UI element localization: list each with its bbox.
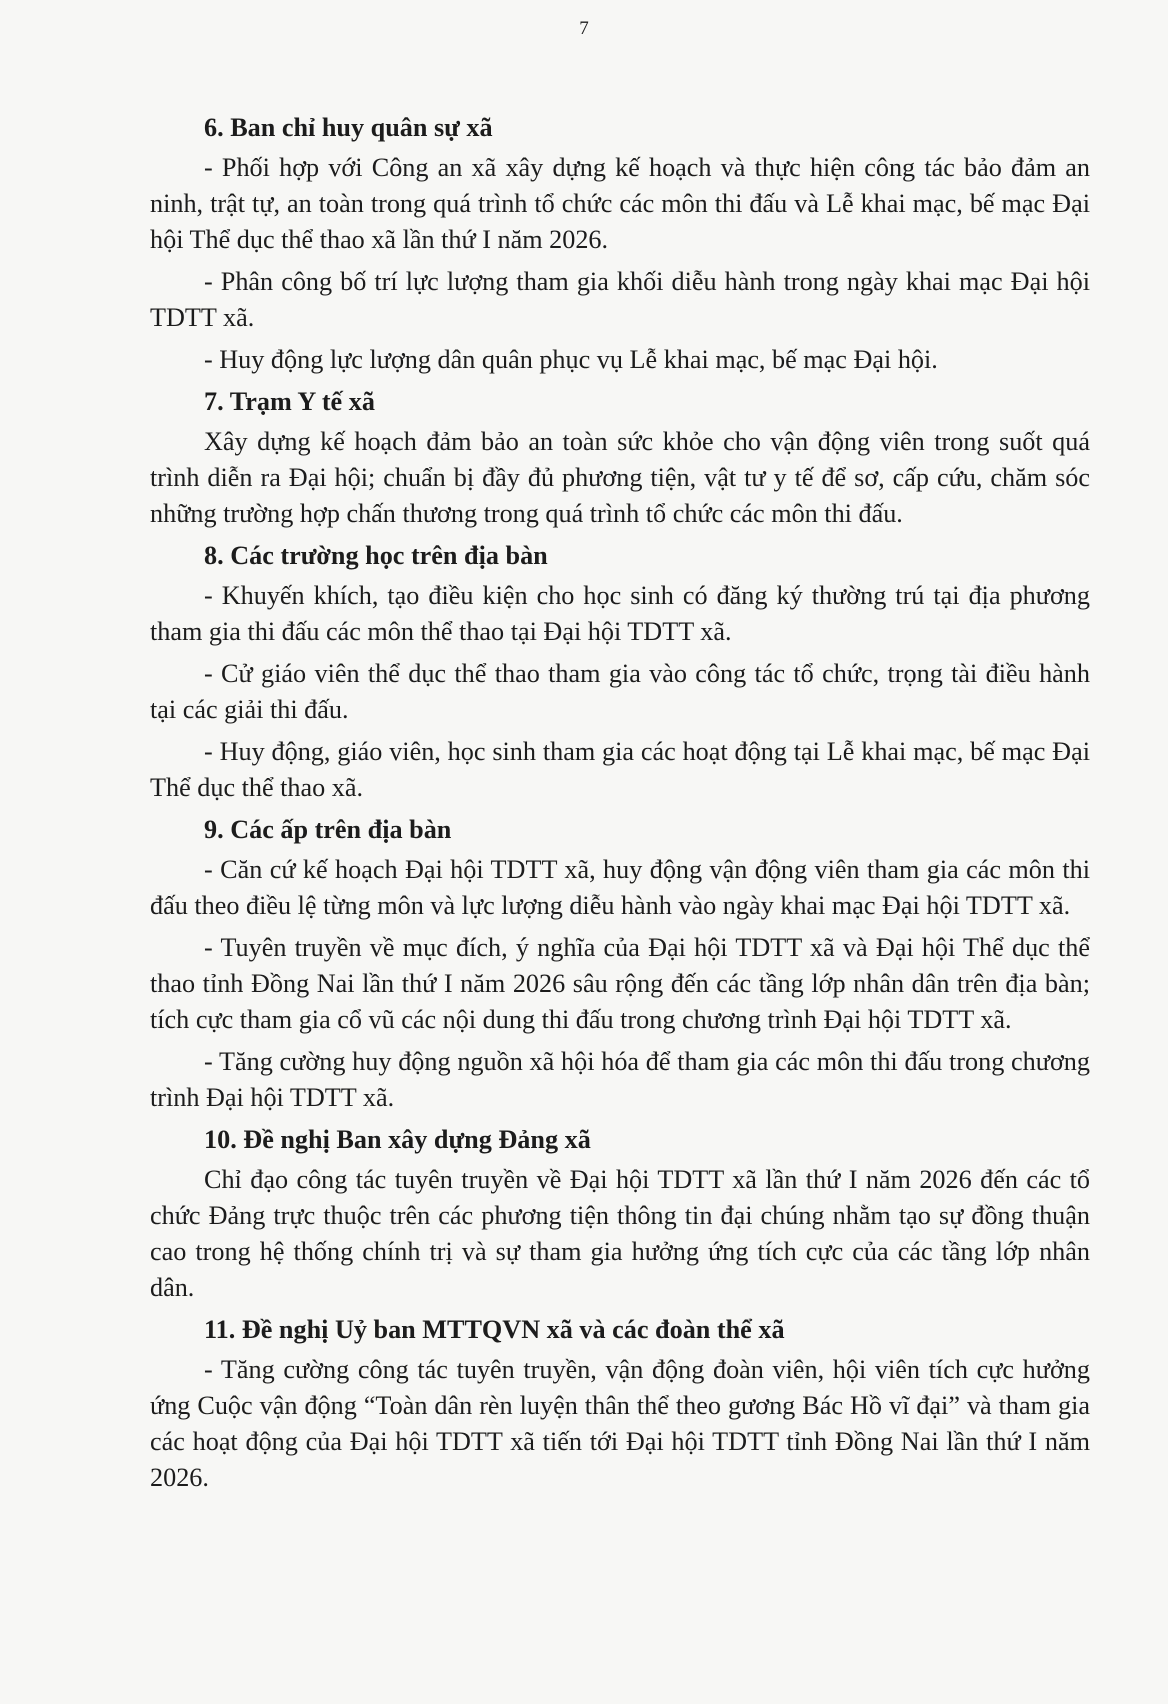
section-heading: 9. Các ấp trên địa bàn bbox=[204, 815, 452, 844]
paragraph: - Phân công bố trí lực lượng tham gia khối diễu hành trong ngày khai mạc Đại hội TDTT xã. bbox=[150, 267, 1090, 332]
section-heading: 10. Đề nghị Ban xây dựng Đảng xã bbox=[204, 1125, 591, 1154]
paragraph: - Phối hợp với Công an xã xây dựng kế hoạch và thực hiện công tác bảo đảm an ninh, trật tự, an toàn trong quá trình tổ chức các môn thi đấu và Lễ khai mạc, bế mạc Đại hội Thể dục thể thao xã lần thứ I năm 2026. bbox=[150, 153, 1090, 254]
section-6 bbox=[150, 110, 1090, 378]
document-body bbox=[150, 110, 1090, 1502]
section-10 bbox=[150, 1122, 1090, 1306]
paragraph: - Huy động, giáo viên, học sinh tham gia các hoạt động tại Lễ khai mạc, bế mạc Đại Thể dục thể thao xã. bbox=[150, 737, 1090, 802]
paragraph: Chỉ đạo công tác tuyên truyền về Đại hội TDTT xã lần thứ I năm 2026 đến các tổ chức Đảng trực thuộc trên các phương tiện thông tin đại chúng nhằm tạo sự đồng thuận cao trong hệ thống chính trị và sự tham gia hưởng ứng tích cực của các tầng lớp nhân dân. bbox=[150, 1165, 1090, 1302]
paragraph: - Căn cứ kế hoạch Đại hội TDTT xã, huy động vận động viên tham gia các môn thi đấu theo điều lệ từng môn và lực lượng diễu hành vào ngày khai mạc Đại hội TDTT xã. bbox=[150, 855, 1090, 920]
paragraph: - Khuyến khích, tạo điều kiện cho học sinh có đăng ký thường trú tại địa phương tham gia thi đấu các môn thể thao tại Đại hội TDTT xã. bbox=[150, 581, 1090, 646]
paragraph: - Tăng cường huy động nguồn xã hội hóa để tham gia các môn thi đấu trong chương trình Đại hội TDTT xã. bbox=[150, 1047, 1090, 1112]
paragraph: - Tuyên truyền về mục đích, ý nghĩa của Đại hội TDTT xã và Đại hội Thể dục thể thao tỉnh Đồng Nai lần thứ I năm 2026 sâu rộng đến các tầng lớp nhân dân trên địa bàn; tích cực tham gia cổ vũ các nội dung thi đấu trong chương trình Đại hội TDTT xã. bbox=[150, 933, 1090, 1034]
paragraph: - Cử giáo viên thể dục thể thao tham gia vào công tác tổ chức, trọng tài điều hành tại các giải thi đấu. bbox=[150, 659, 1090, 724]
section-heading: 6. Ban chỉ huy quân sự xã bbox=[204, 113, 493, 142]
section-7 bbox=[150, 384, 1090, 532]
paragraph: - Tăng cường công tác tuyên truyền, vận động đoàn viên, hội viên tích cực hưởng ứng Cuộc vận động “Toàn dân rèn luyện thân thể theo gương Bác Hồ vĩ đại” và tham gia các hoạt động của Đại hội TDTT xã tiến tới Đại hội TDTT tỉnh Đồng Nai lần thứ I năm 2026. bbox=[150, 1355, 1090, 1492]
section-11 bbox=[150, 1312, 1090, 1496]
paragraph: - Huy động lực lượng dân quân phục vụ Lễ khai mạc, bế mạc Đại hội. bbox=[204, 345, 938, 374]
section-heading: 8. Các trường học trên địa bàn bbox=[204, 541, 548, 570]
section-8 bbox=[150, 538, 1090, 806]
page-number: 7 bbox=[579, 18, 589, 39]
paragraph: Xây dựng kế hoạch đảm bảo an toàn sức khỏe cho vận động viên trong suốt quá trình diễn ra Đại hội; chuẩn bị đầy đủ phương tiện, vật tư y tế để sơ, cấp cứu, chăm sóc những trường hợp chấn thương trong quá trình tổ chức các môn thi đấu. bbox=[150, 427, 1090, 528]
section-9 bbox=[150, 812, 1090, 1116]
section-heading: 11. Đề nghị Uỷ ban MTTQVN xã và các đoàn thể xã bbox=[204, 1315, 785, 1344]
section-heading: 7. Trạm Y tế xã bbox=[204, 387, 375, 416]
